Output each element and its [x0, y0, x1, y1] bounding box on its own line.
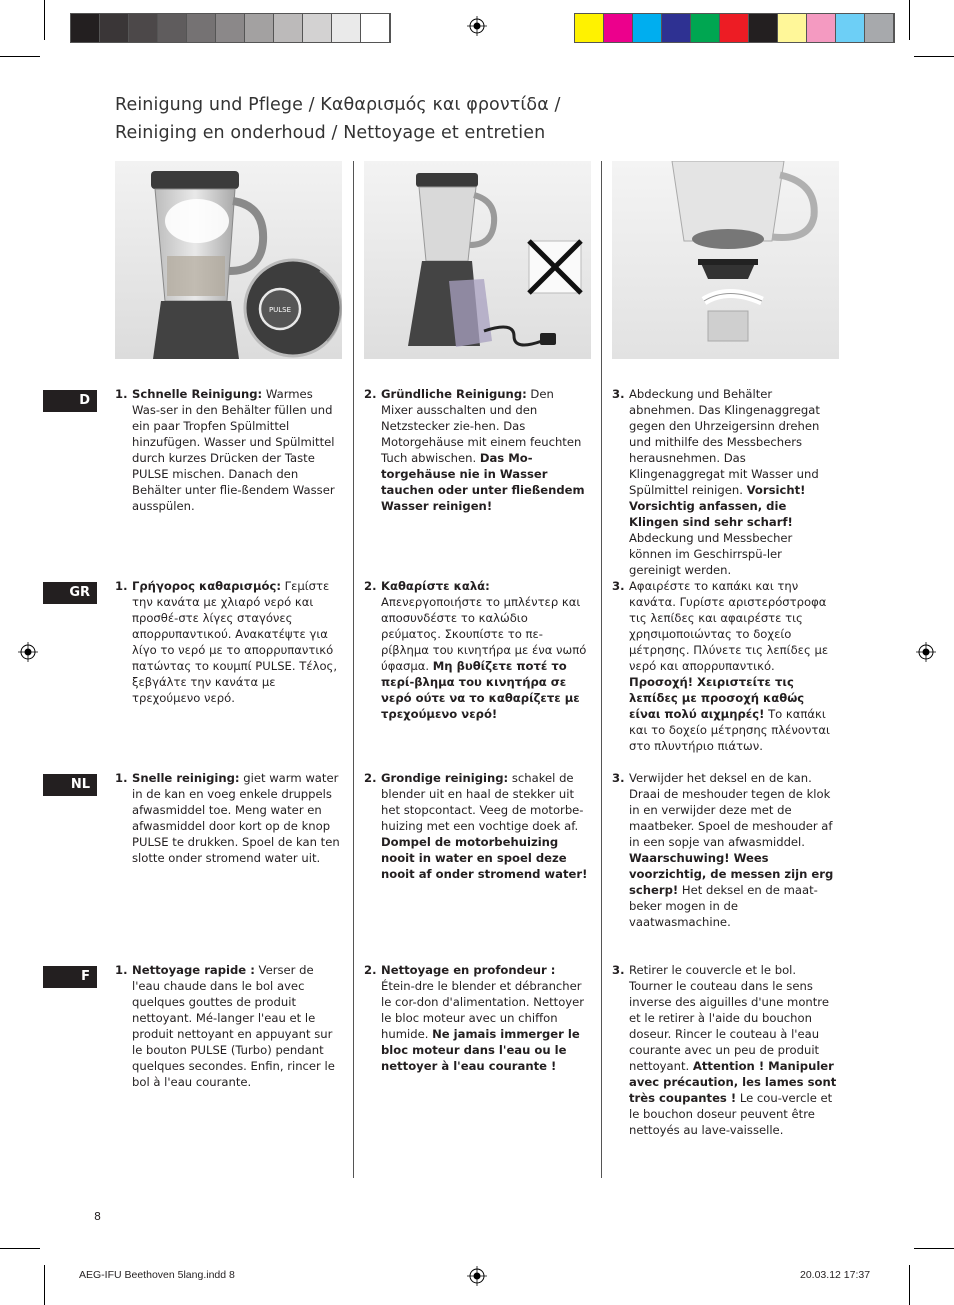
- language-tag: GR: [43, 582, 97, 604]
- color-swatch: [187, 14, 216, 42]
- step-text: Καθαρίστε καλά: Απενεργοποιήστε το μπλέντερ και αποσυνδέστε το καλώδιο ρεύματος. Σκουπίστε το πε-ρίβλημα του κινητήρα με ένα νωπό ύφασμα. Μη βυθίζετε ποτέ το περί-βλημα του κινητήρα σε νερό ούτε να το καθαρίζετε με τρεχούμενο νερό!: [381, 579, 587, 721]
- color-swatch: [245, 14, 274, 42]
- page-title-line-1: Reinigung und Pflege / Καθαρισμός και φροντίδα /: [115, 95, 561, 115]
- registration-mark-icon: [467, 16, 487, 36]
- crop-mark: [909, 1265, 910, 1305]
- step-number: 1.: [115, 771, 128, 785]
- instruction-step: [612, 770, 837, 930]
- color-swatch: [274, 14, 303, 42]
- step-text: Verwijder het deksel en de kan. Draai de meshouder tegen de klok in en verwijder deze met de maatbeker. Spoel de meshouder af in een sopje van afwasmiddel. Waarschuwing! Wees voorzichtig, de messen zijn erg scherp! Het deksel en de maat-beker mogen in de vaatwasmachine.: [629, 771, 834, 929]
- svg-text:PULSE: PULSE: [268, 306, 292, 314]
- step-number: 1.: [115, 387, 128, 401]
- step-number: 1.: [115, 579, 128, 593]
- step-number: 3.: [612, 771, 625, 785]
- step-text: Nettoyage en profondeur : Étein-dre le blender et débrancher le cor-don d'alimentation. Nettoyer le bloc moteur avec un chiffon humide. Ne jamais immerger le bloc moteur dans l'eau ou le nettoyer à l'eau courante !: [381, 963, 585, 1073]
- crop-mark: [909, 0, 910, 40]
- color-swatch: [865, 14, 894, 42]
- step-text: Γρήγορος καθαρισμός: Γεμίστε την κανάτα με χλιαρό νερό και προσθέ-στε λίγες σταγόνες απορρυπαντικού. Ανακατέψτε για λίγο το νερό με το απορρυπαντικό πατώντας το κουμπί PULSE. Τέλος, ξεβγάλτε την κανάτα με τρεχούμενο νερό.: [132, 579, 338, 705]
- color-swatch: [749, 14, 778, 42]
- step-number: 2.: [364, 963, 377, 977]
- figure-quick-clean: [115, 161, 342, 359]
- registration-mark-icon: [916, 642, 936, 662]
- instruction-step: [612, 386, 837, 578]
- step-number: 3.: [612, 963, 625, 977]
- page-number: 8: [94, 1210, 101, 1223]
- step-number: 2.: [364, 579, 377, 593]
- column-divider: [601, 161, 602, 1178]
- crop-mark: [0, 1248, 40, 1249]
- color-swatch: [662, 14, 691, 42]
- registration-mark-icon: [18, 642, 38, 662]
- step-text: Nettoyage rapide : Verser de l'eau chaude dans le bol avec quelques gouttes de produit nettoyant. Mé-langer l'eau et le produit nettoyant en appuyant sur le bouton PULSE (Turbo) pendant quelques secondes. Enfin, rincer le bol à l'eau courante.: [132, 963, 335, 1089]
- step-text: Abdeckung und Behälter abnehmen. Das Klingenaggregat gegen den Uhrzeigersinn drehen und mithilfe des Messbechers herausnehmen. Das Klingenaggregat mit Wasser und Spülmittel reinigen. Vorsicht! Vorsichtig anfassen, die Klingen sind sehr scharf! Abdeckung und Messbecher können im Geschirrspü-ler gereinigt werden.: [629, 387, 820, 577]
- crop-mark: [44, 0, 45, 40]
- registration-mark-icon: [467, 1266, 487, 1286]
- color-swatch: [71, 14, 100, 42]
- crop-mark: [0, 56, 40, 57]
- color-swatch: [720, 14, 749, 42]
- step-text: Grondige reiniging: schakel de blender uit en haal de stekker uit het stopcontact. Veeg de motorbe-huizing met een vochtige doek af. Dompel de motorbehuizing nooit in water en spoel deze nooit af onder stromend water!: [381, 771, 588, 881]
- color-swatch: [129, 14, 158, 42]
- step-number: 2.: [364, 771, 377, 785]
- crop-mark: [914, 1248, 954, 1249]
- step-text: Schnelle Reinigung: Warmes Was-ser in den Behälter füllen und ein paar Tropfen Spülmittel hinzufügen. Wasser und Spülmittel durch kurzes Drücken der Taste PULSE mischen. Danach den Behälter unter flie-ßendem Wasser ausspülen.: [132, 387, 335, 513]
- crop-mark: [44, 1265, 45, 1305]
- color-swatch: [332, 14, 361, 42]
- instruction-step: [364, 386, 589, 514]
- color-swatch: [633, 14, 662, 42]
- instruction-step: [115, 386, 340, 514]
- color-swatch: [778, 14, 807, 42]
- color-swatch: [361, 14, 390, 42]
- step-number: 2.: [364, 387, 377, 401]
- color-swatch: [303, 14, 332, 42]
- color-bar: [574, 13, 895, 43]
- color-swatch: [216, 14, 245, 42]
- step-number: 3.: [612, 387, 625, 401]
- figure-deep-clean: [364, 161, 591, 359]
- color-swatch: [575, 14, 604, 42]
- color-swatch: [691, 14, 720, 42]
- column-divider: [353, 161, 354, 1178]
- step-text: Retirer le couvercle et le bol. Tourner le couteau dans le sens inverse des aiguilles d'une montre et le retirer à l'aide du bouchon doseur. Rincer le couteau à l'eau courante avec un peu de produit nettoyant. Attention ! Manipuler avec précaution, les lames sont très coupantes ! Le cou-vercle et le bouchon doseur peuvent être nettoyés au lave-vaisselle.: [629, 963, 837, 1137]
- step-text: Snelle reiniging: giet warm water in de kan en voeg enkele druppels afwasmiddel toe. Meng water en afwasmiddel door kort op de knop PULSE te drukken. Spoel de kan ten slotte onder stromend water uit.: [132, 771, 340, 865]
- grayscale-bar: [70, 13, 391, 43]
- footer-file-name: AEG-IFU Beethoven 5lang.indd 8: [79, 1269, 235, 1281]
- instruction-step: [612, 578, 837, 754]
- color-swatch: [807, 14, 836, 42]
- language-tag: NL: [43, 774, 97, 796]
- color-swatch: [604, 14, 633, 42]
- instruction-step: [364, 578, 589, 722]
- color-swatch: [100, 14, 129, 42]
- page-title-line-2: Reiniging en onderhoud / Nettoyage et entretien: [115, 123, 546, 143]
- color-swatch: [158, 14, 187, 42]
- instruction-step: [115, 578, 340, 706]
- instruction-step: [612, 962, 837, 1138]
- language-tag: F: [43, 966, 97, 988]
- crop-mark: [914, 56, 954, 57]
- language-tag: D: [43, 390, 97, 412]
- step-number: 1.: [115, 963, 128, 977]
- instruction-step: [115, 770, 340, 866]
- figure-blade-removal: [612, 161, 839, 359]
- instruction-step: [115, 962, 340, 1090]
- step-number: 3.: [612, 579, 625, 593]
- color-swatch: [836, 14, 865, 42]
- step-text: Αφαιρέστε το καπάκι και την κανάτα. Γυρίστε αριστερόστροφα τις λεπίδες και αφαιρέστε τις χρησιμοποιώντας το δοχείο μέτρησης. Πλύνετε τις λεπίδες με νερό και απορρυπαντικό. Προσοχή! Χειριστείτε τις λεπίδες με προσοχή καθώς είναι πολύ αιχμηρές! Το καπάκι και το δοχείο μέτρησης πλένονται στο πλυντήριο πιάτων.: [629, 579, 830, 753]
- step-text: Gründliche Reinigung: Den Mixer ausschalten und den Netzstecker zie-hen. Das Motorgehäuse mit einem feuchten Tuch abwischen. Das Mo-torgehäuse nie in Wasser tauchen oder unter fließendem Wasser reinigen!: [381, 387, 585, 513]
- footer-date: 20.03.12 17:37: [800, 1269, 871, 1281]
- instruction-step: [364, 770, 589, 882]
- instruction-step: [364, 962, 589, 1074]
